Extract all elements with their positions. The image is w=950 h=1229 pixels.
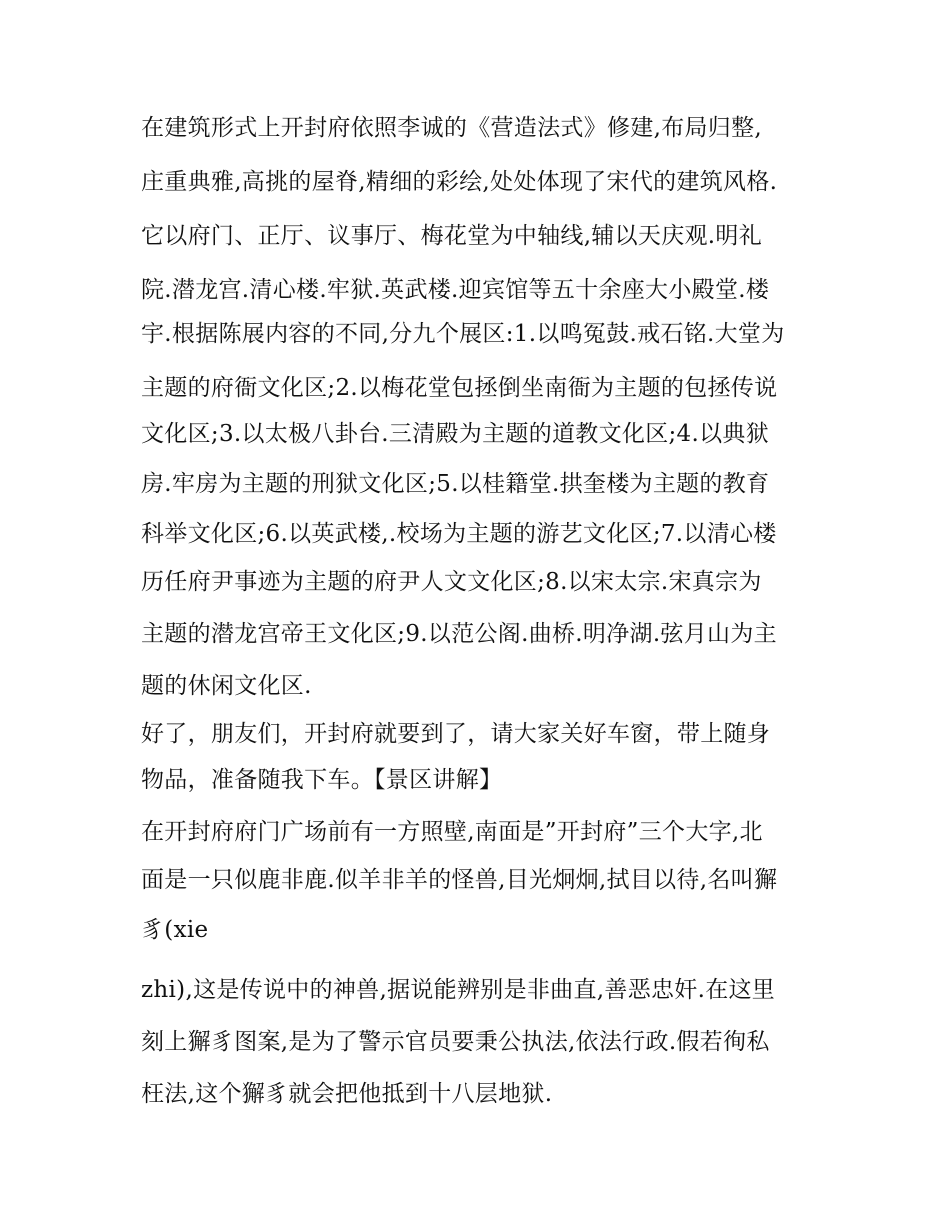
- text-line: 庄重典雅,高挑的屋脊,精细的彩绘,处处体现了宋代的建筑风格.: [141, 169, 778, 195]
- text-line: 好了，朋友们，开封府就要到了，请大家关好车窗，带上随身: [141, 721, 771, 747]
- text-line: 在开封府府门广场前有一方照壁,南面是”开封府”三个大字,北: [141, 819, 763, 845]
- text-line: 面是一只似鹿非鹿.似羊非羊的怪兽,目光炯炯,拭目以待,名叫獬: [141, 867, 778, 893]
- text-line: 科举文化区;6.以英武楼,.校场为主题的游艺文化区;7.以清心楼: [141, 521, 777, 547]
- text-line: 它以府门、正厅、议事厅、梅花堂为中轴线,辅以天庆观.明礼: [141, 223, 763, 249]
- text-line: 主题的府衙文化区;2.以梅花堂包拯倒坐南衙为主题的包拯传说: [141, 375, 778, 401]
- text-line: 豸(xie: [141, 917, 209, 943]
- text-line: zhi),这是传说中的神兽,据说能辨别是非曲直,善恶忠奸.在这里: [141, 977, 776, 1003]
- text-line: 物品，准备随我下车。【景区讲解】: [141, 767, 503, 793]
- text-line: 文化区;3.以太极八卦台.三清殿为主题的道教文化区;4.以典狱: [141, 421, 769, 447]
- text-line: 题的休闲文化区.: [141, 673, 312, 699]
- text-line: 枉法,这个獬豸就会把他抵到十八层地狱.: [141, 1081, 553, 1107]
- text-line: 刻上獬豸图案,是为了警示官员要秉公执法,依法行政.假若徇私: [141, 1029, 770, 1055]
- text-line: 宇.根据陈展内容的不同,分九个展区:1.以鸣冤鼓.戒石铭.大堂为: [141, 321, 785, 347]
- text-line: 在建筑形式上开封府依照李诚的《营造法式》修建,布局归整,: [141, 115, 763, 141]
- text-line: 院.潜龙宫.清心楼.牢狱.英武楼.迎宾馆等五十余座大小殿堂.楼: [141, 277, 770, 303]
- text-line: 历任府尹事迹为主题的府尹人文文化区;8.以宋太宗.宋真宗为: [141, 569, 762, 595]
- text-line: 主题的潜龙宫帝王文化区;9.以范公阁.曲桥.明净湖.弦月山为主: [141, 621, 777, 647]
- text-line: 房.牢房为主题的刑狱文化区;5.以桂籍堂.拱奎楼为主题的教育: [141, 471, 770, 497]
